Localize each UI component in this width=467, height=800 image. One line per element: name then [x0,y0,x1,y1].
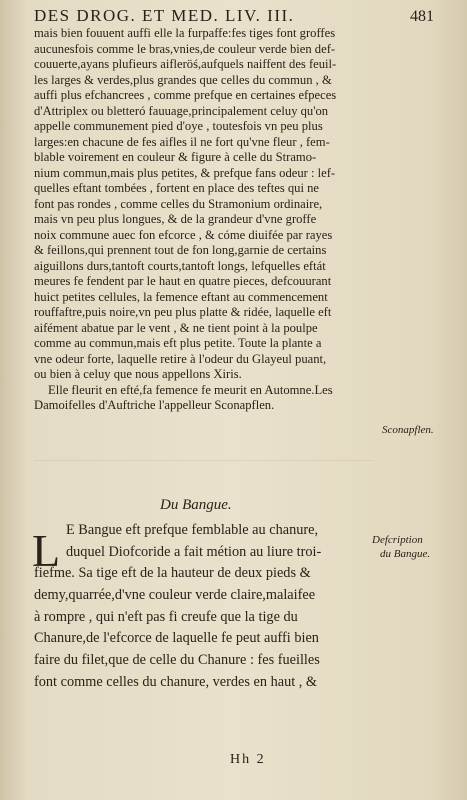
text-line: faire du filet,que de celle du Chanure : fes fueilles [34,652,320,669]
page-show-through [34,460,374,461]
text-line: à rompre , qui n'eft pas fi creufe que la tige du [34,608,298,625]
text-line: aucunesfois comme le bras,vnies,de couleur verde bien def- [34,41,336,56]
text-line: couuerte,ayans plufieurs aifleröś,aufquels naiffent des feuil- [34,57,337,71]
running-header [34,6,434,26]
text-line: & feillons,qui prennent tout de fon long,garnie de certains [34,243,327,257]
text-line: larges:en chacune de fes aifles il ne fort qu'vne fleur , fem- [34,134,330,149]
text-line: comme au commun,mais eft plus petite. Toute la plante a [34,336,322,350]
text-line: auffi plus efchancrees , comme prefque en certaines efpeces [34,88,337,102]
text-line: quelles eftant tombées , fortent en place des teftes qui ne [34,181,320,195]
text-line: duquel Diofcoride a fait métion au liure troi- [66,543,322,560]
text-line: Elle fleurit en efté,fa femence fe meurit en Automne.Les [48,382,333,397]
text-line: nium commun,mais plus petites, & prefque fans odeur : lef- [34,165,336,180]
drop-cap: L [32,525,61,576]
section-title: Du Bangue. [160,497,232,513]
paragraph-2 [34,520,364,694]
text-line: d'Attriplex ou bletteró fauuage,principalement celuy qu'on [34,103,329,118]
margin-note-description-line-1: Defcription [372,534,423,546]
paragraph-1 [34,26,374,414]
text-line: huict petites cellules, la femence eftant au commencement [34,289,328,304]
text-line: vne odeur forte, laquelle retire à l'odeur du Glayeul puant, [34,351,327,366]
text-line: font pas rondes , comme celles du Stramonium ordinaire, [34,196,323,211]
text-line: ou bien à celuy que nous appellons Xiris. [34,367,242,381]
text-line: Damoifelles d'Auftriche l'appelleur Sconapflen. [34,398,275,412]
text-line: blable voirement en couleur & figure à celle du Stramo- [34,150,317,164]
margin-note-description-line-2: du Bangue. [380,548,431,560]
text-line: demy,quarrée,d'vne couleur verde claire,malaifee [34,587,316,604]
margin-note-sconapflen: Sconapflen. [382,424,434,436]
text-line: rouffaftre,puis noire,vn peu plus platte & ridée, laquelle eft [34,305,332,319]
text-line: appelle communement pied d'oye , toutesfois vn peu plus [34,119,323,133]
text-line: font comme celles du chanure, verdes en haut , & [34,673,318,690]
text-line: meures fe fendent par le haut en quatre pieces, defcouurant [34,274,332,288]
text-line: E Bangue eft prefque femblable au chanure, [66,522,319,538]
text-line: les larges & verdes,plus grandes que celles du commun , & [34,72,332,87]
text-line: noix commune auec fon efcorce , & cóme diuifée par rayes [34,227,333,242]
text-line: mais bien fouuent auffi elle la furpaffe:fes tiges font groffes [34,26,336,40]
text-line: aifément abatue par le vent , & ne tient point à la poulpe [34,320,318,335]
text-line: mais vn peu plus longues, & de la grandeur d'vne groffe [34,212,317,226]
signature-mark: Hh 2 [230,752,266,767]
text-line: aiguillons durs,tantoft courts,tantoft longs, lefquelles eftát [34,258,326,273]
text-line: Chanure,de l'efcorce de laquelle fe peut auffi bien [34,630,319,647]
page-number: 481 [410,8,434,25]
text-line: fiefme. Sa tige eft de la hauteur de deux pieds & [34,565,311,582]
running-title: DES DROG. ET MED. LIV. III. [34,6,295,25]
